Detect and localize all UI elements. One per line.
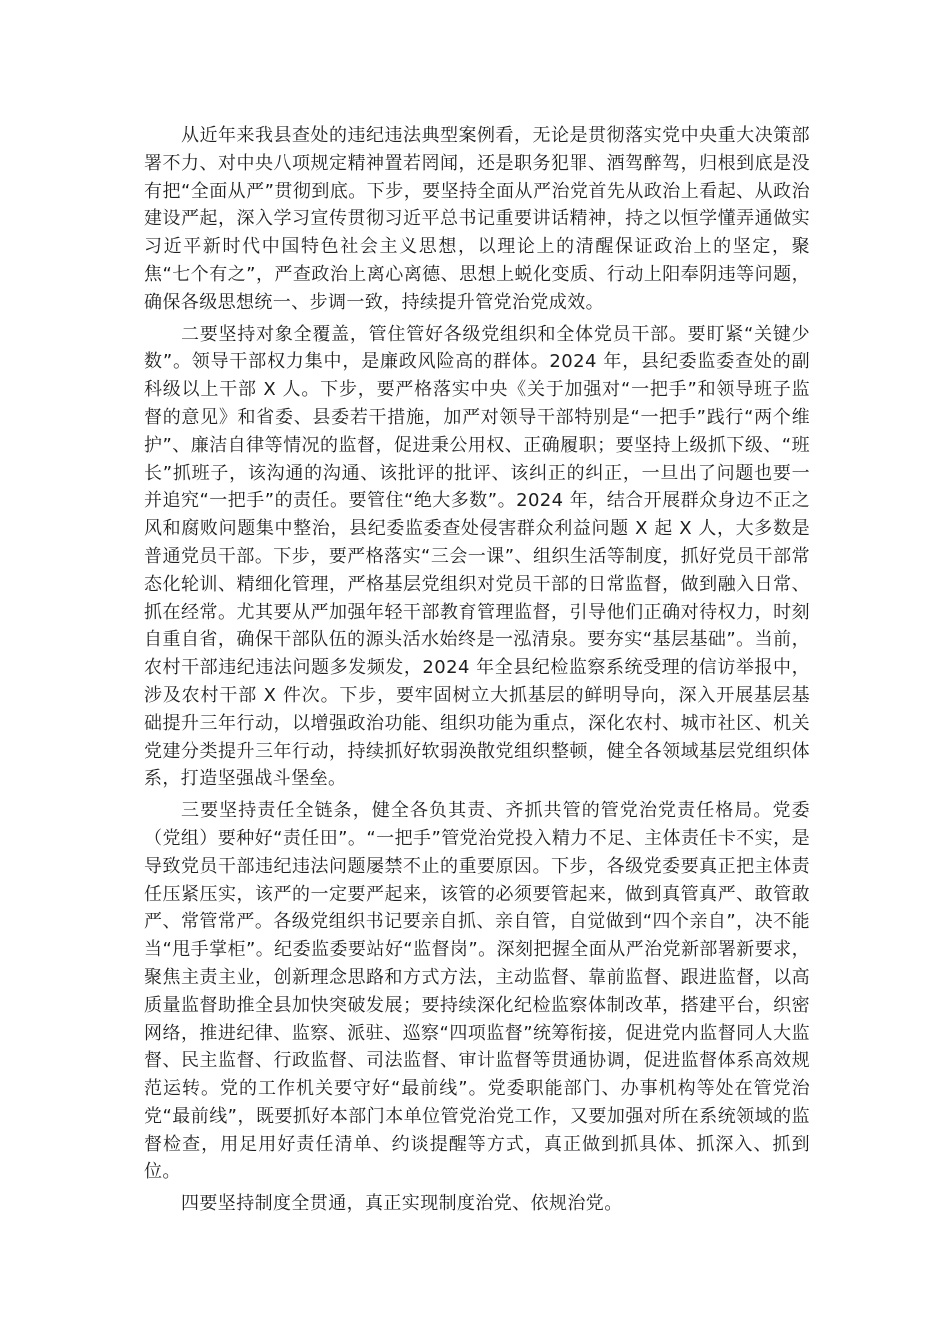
document-body bbox=[144, 122, 810, 1222]
paragraph-institutional-integration: 四要坚持制度全贯通，真正实现制度治党、依规治党。 bbox=[181, 1193, 623, 1215]
paragraph-political-discipline: 从近年来我县查处的违纪违法典型案例看，无论是贯彻落实党中央重大决策部署不力、对中央八项规定精神置若罔闻，还是职务犯罪、酒驾醉驾，归根到底是没有把“全面从严”贯彻到底。下步，要坚持全面从严治党首先从政治上看起、从政治建设严起，深入学习宣传贯彻习近平总书记重要讲话精神，持之以恒学懂弄通做实习近平新时代中国特色社会主义思想，以理论上的清醒保证政治上的坚定，聚焦“七个有之”，严查政治上离心离德、思想上蜕化变质、行动上阳奉阴违等问题，确保各级思想统一、步调一致，持续提升管党治党成效。 bbox=[144, 125, 810, 313]
paragraph-responsibility-chain: 三要坚持责任全链条，健全各负其责、齐抓共管的管党治党责任格局。党委（党组）要种好“责任田”。“一把手”管党治党投入精力不足、主体责任卡不实，是导致党员干部违纪违法问题屡禁不止的重要原因。下步，各级党委要真正把主体责任压紧压实，该严的一定要严起来，该管的必须要管起来，做到真管真严、敢管敢严、常管常严。各级党组织书记要亲自抓、亲自管，自觉做到“四个亲自”，决不能当“甩手掌柜”。纪委监委要站好“监督岗”。深刻把握全面从严治党新部署新要求，聚焦主责主业，创新理念思路和方式方法，主动监督、靠前监督、跟进监督，以高质量监督助推全县加快突破发展；要持续深化纪检监察体制改革，搭建平台，织密网络，推进纪律、监察、派驻、巡察“四项监督”统筹衔接，促进党内监督同人大监督、民主监督、行政监督、司法监督、审计监督等贯通协调，促进监督体系高效规范运转。党的工作机关要守好“最前线”。党委职能部门、办事机构等处在管党治党“最前线”，既要抓好本部门本单位管党治党工作，又要加强对所在系统领域的监督检查，用足用好责任清单、约谈提醒等方式，真正做到抓具体、抓深入、抓到位。 bbox=[144, 800, 810, 1183]
paragraph-full-coverage: 二要坚持对象全覆盖，管住管好各级党组织和全体党员干部。要盯紧“关键少数”。领导干部权力集中，是廉政风险高的群体。2024 年，县纪委监委查处的副科级以上干部 X 人。下步，要严格落实中央《关于加强对“一把手”和领导班子监督的意见》和省委、县委若干措施，加严对领导干部特别是“一把手”践行“两个维护”、廉洁自律等情况的监督，促进秉公用权、正确履职；要坚持上级抓下级、“班长”抓班子，该沟通的沟通、该批评的批评、该纠正的纠正，一旦出了问题也要一并追究“一把手”的责任。要管住“绝大多数”。2024 年，结合开展群众身边不正之风和腐败问题集中整治，县纪委监委查处侵害群众利益问题 X 起 X 人，大多数是普通党员干部。下步，要严格落实“三会一课”、组织生活等制度，抓好党员干部常态化轮训、精细化管理，严格基层党组织对党员干部的日常监督，做到融入日常、抓在经常。尤其要从严加强年轻干部教育管理监督，引导他们正确对待权力，时刻自重自省，确保干部队伍的源头活水始终是一泓清泉。要夯实“基层基础”。当前，农村干部违纪违法问题多发频发，2024 年全县纪检监察系统受理的信访举报中，涉及农村干部 X 件次。下步，要牢固树立大抓基层的鲜明导向，深入开展基层基础提升三年行动，以增强政治功能、组织功能为重点，深化农村、城市社区、机关党建分类提升三年行动，持续抓好软弱涣散党组织整顿，健全各领域基层党组织体系，打造坚强战斗堡垒。 bbox=[144, 323, 810, 790]
